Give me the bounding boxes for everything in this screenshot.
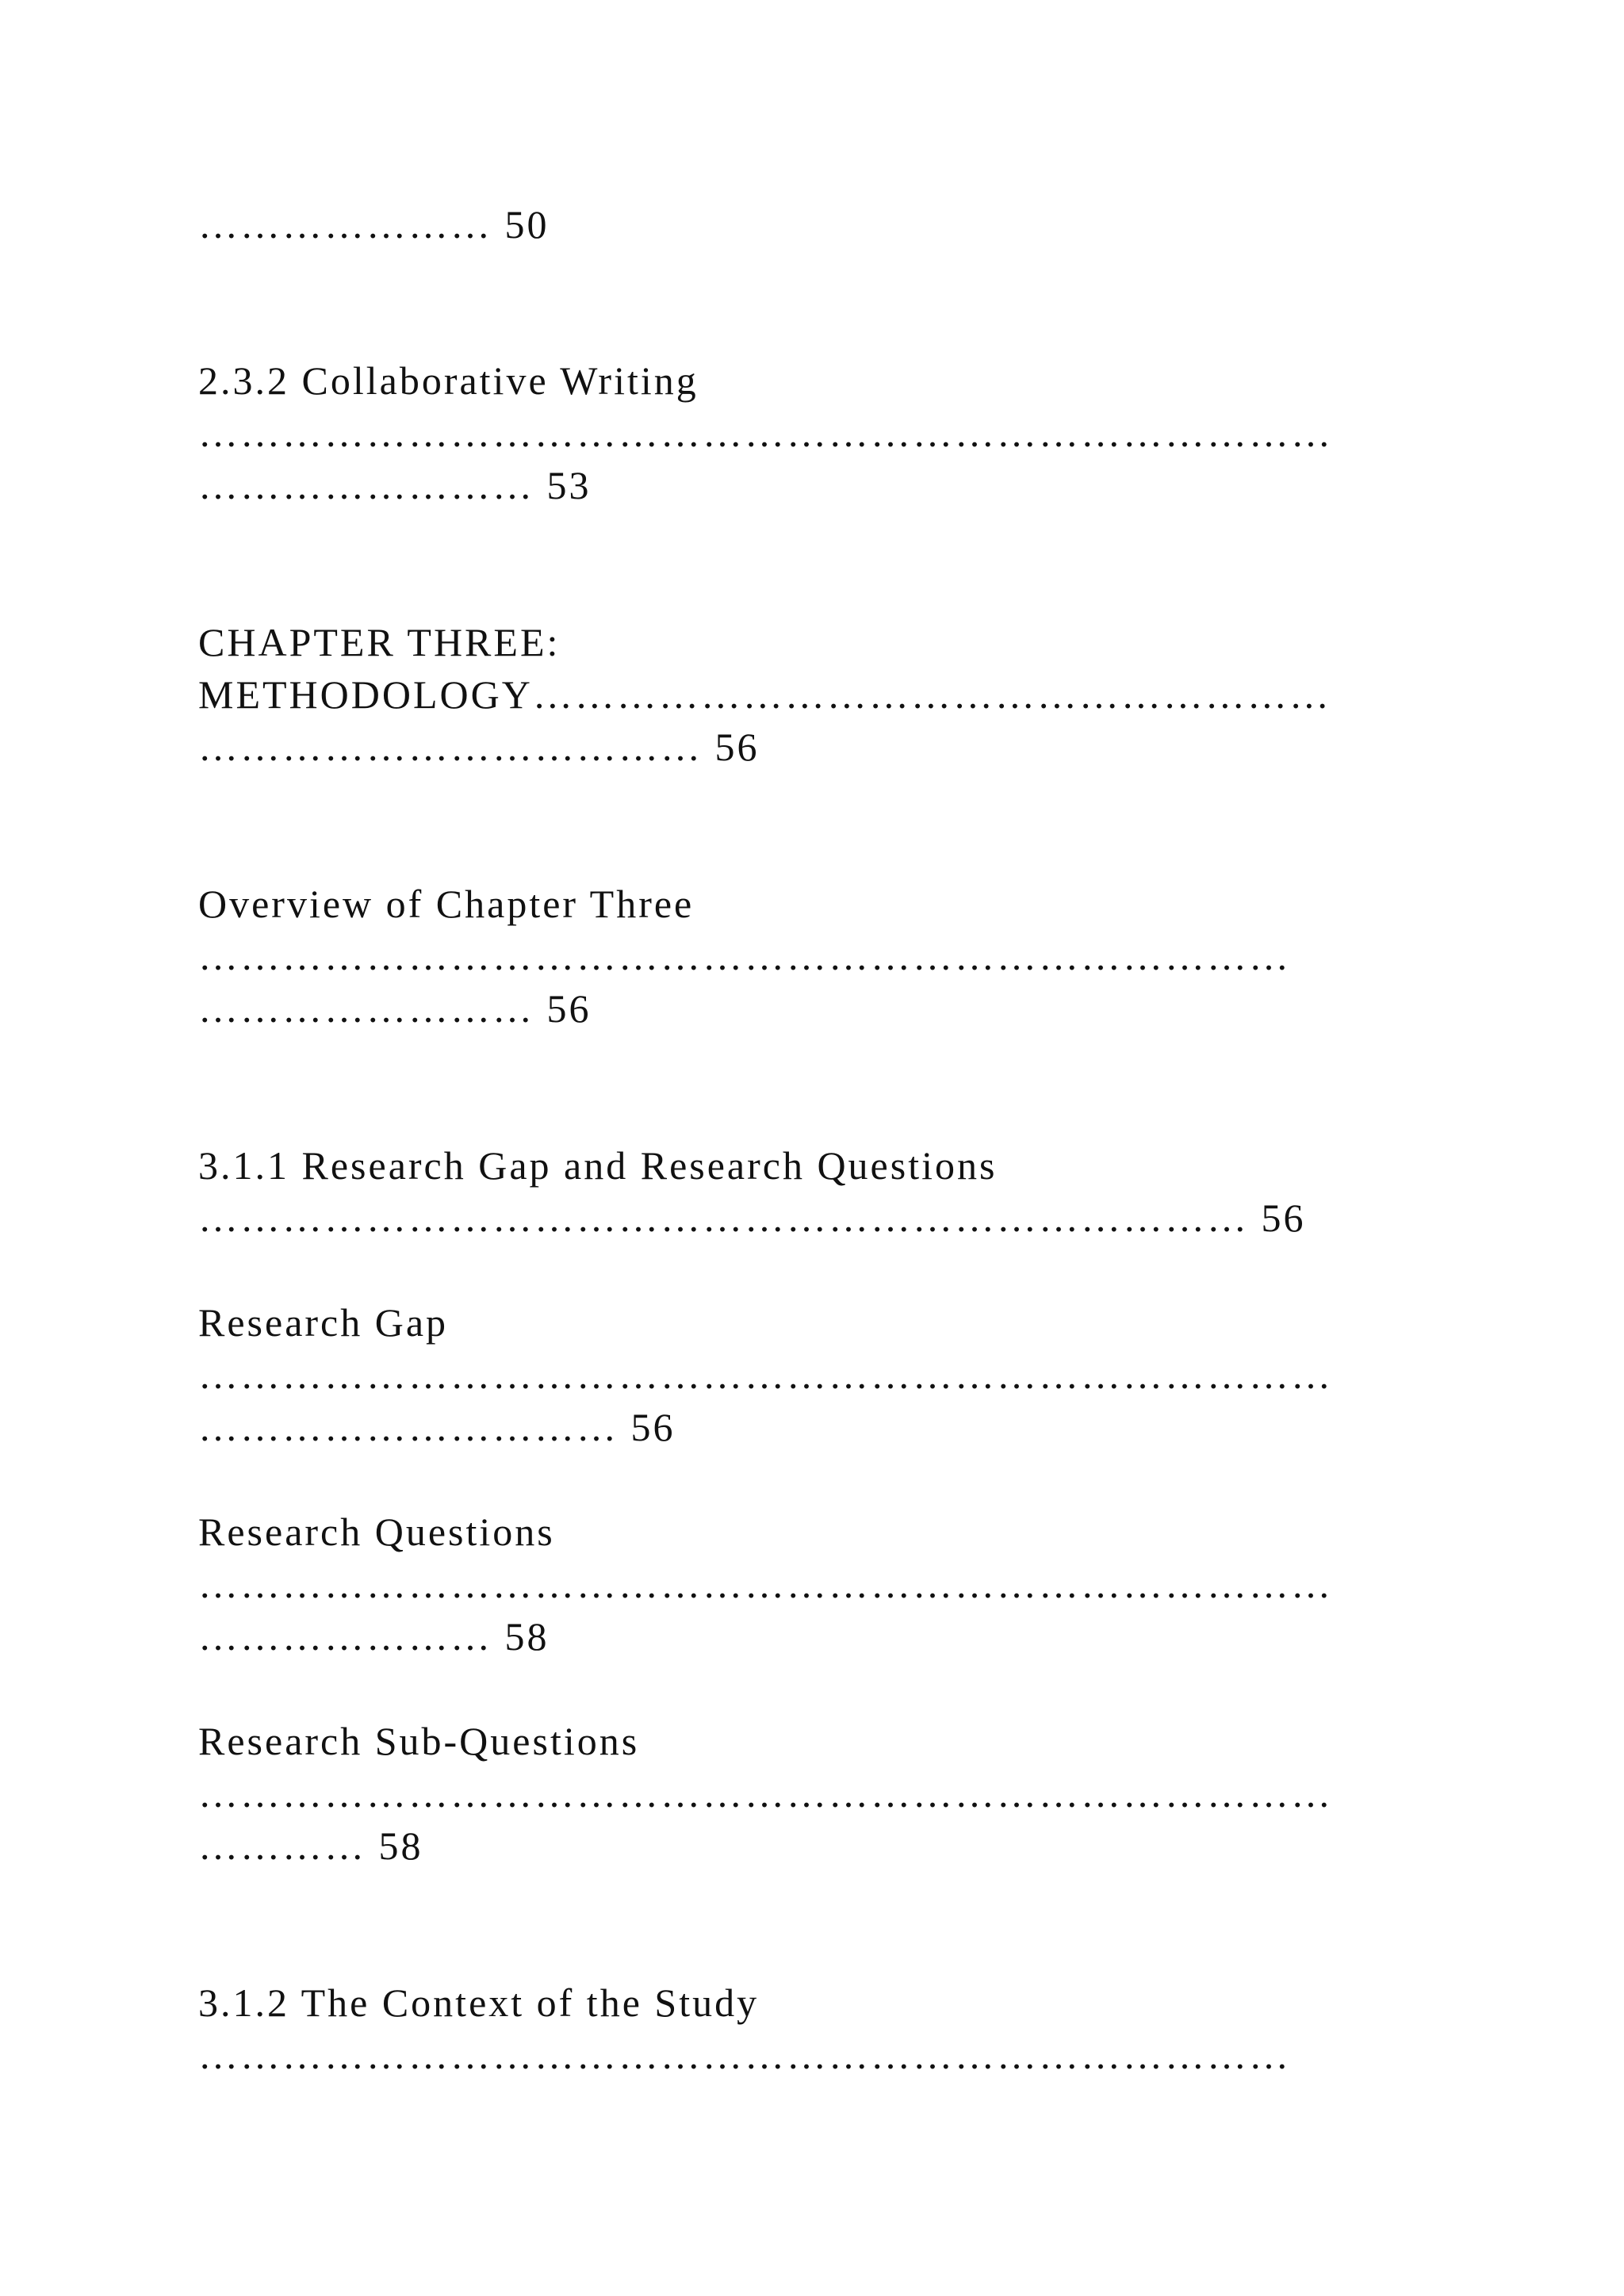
toc-entry-research-gap-questions: 3.1.1 Research Gap and Research Questions (198, 1143, 998, 1188)
toc-entry-chapter-three: CHAPTER THREE: (198, 620, 561, 664)
toc-line-leader-50: ………………… 50 (198, 202, 550, 247)
toc-entry-overview-chapter-three: Overview of Chapter Three (198, 882, 695, 926)
toc-page-number-line: ……………………………… 56 (198, 725, 760, 769)
toc-entry-context-of-study: 3.1.2 The Context of the Study (198, 1980, 760, 2025)
toc-leader-line: …………………………………………………………………… (198, 934, 1291, 978)
toc-entry-collaborative-writing: 2.3.2 Collaborative Writing (198, 358, 699, 403)
toc-leader-line: ……………………………………………………………………… (198, 1353, 1333, 1397)
toc-leader-line: ……………………………………………………………………… (198, 411, 1333, 455)
toc-page-number-line: …………………… 53 (198, 463, 592, 507)
toc-entry-research-questions: Research Questions (198, 1510, 555, 1554)
toc-page-number-line: ………………………………………………………………… 56 (198, 1196, 1306, 1240)
toc-leader-line: ……………………………………………………………………… (198, 1562, 1333, 1606)
toc-entry-research-sub-questions: Research Sub-Questions (198, 1719, 640, 1763)
toc-page-number-line: ………… 58 (198, 1823, 423, 1868)
toc-leader-line: …………………………………………………………………… (198, 2033, 1291, 2077)
toc-entry-methodology: METHODOLOGY………………………………………………… (198, 672, 1331, 717)
toc-page-number-line: …………………… 56 (198, 986, 592, 1031)
toc-page-number-line: ………………………… 56 (198, 1405, 676, 1449)
toc-entry-research-gap: Research Gap (198, 1300, 449, 1345)
toc-page-number-line: ………………… 58 (198, 1614, 550, 1659)
toc-leader-line: ……………………………………………………………………… (198, 1771, 1333, 1816)
